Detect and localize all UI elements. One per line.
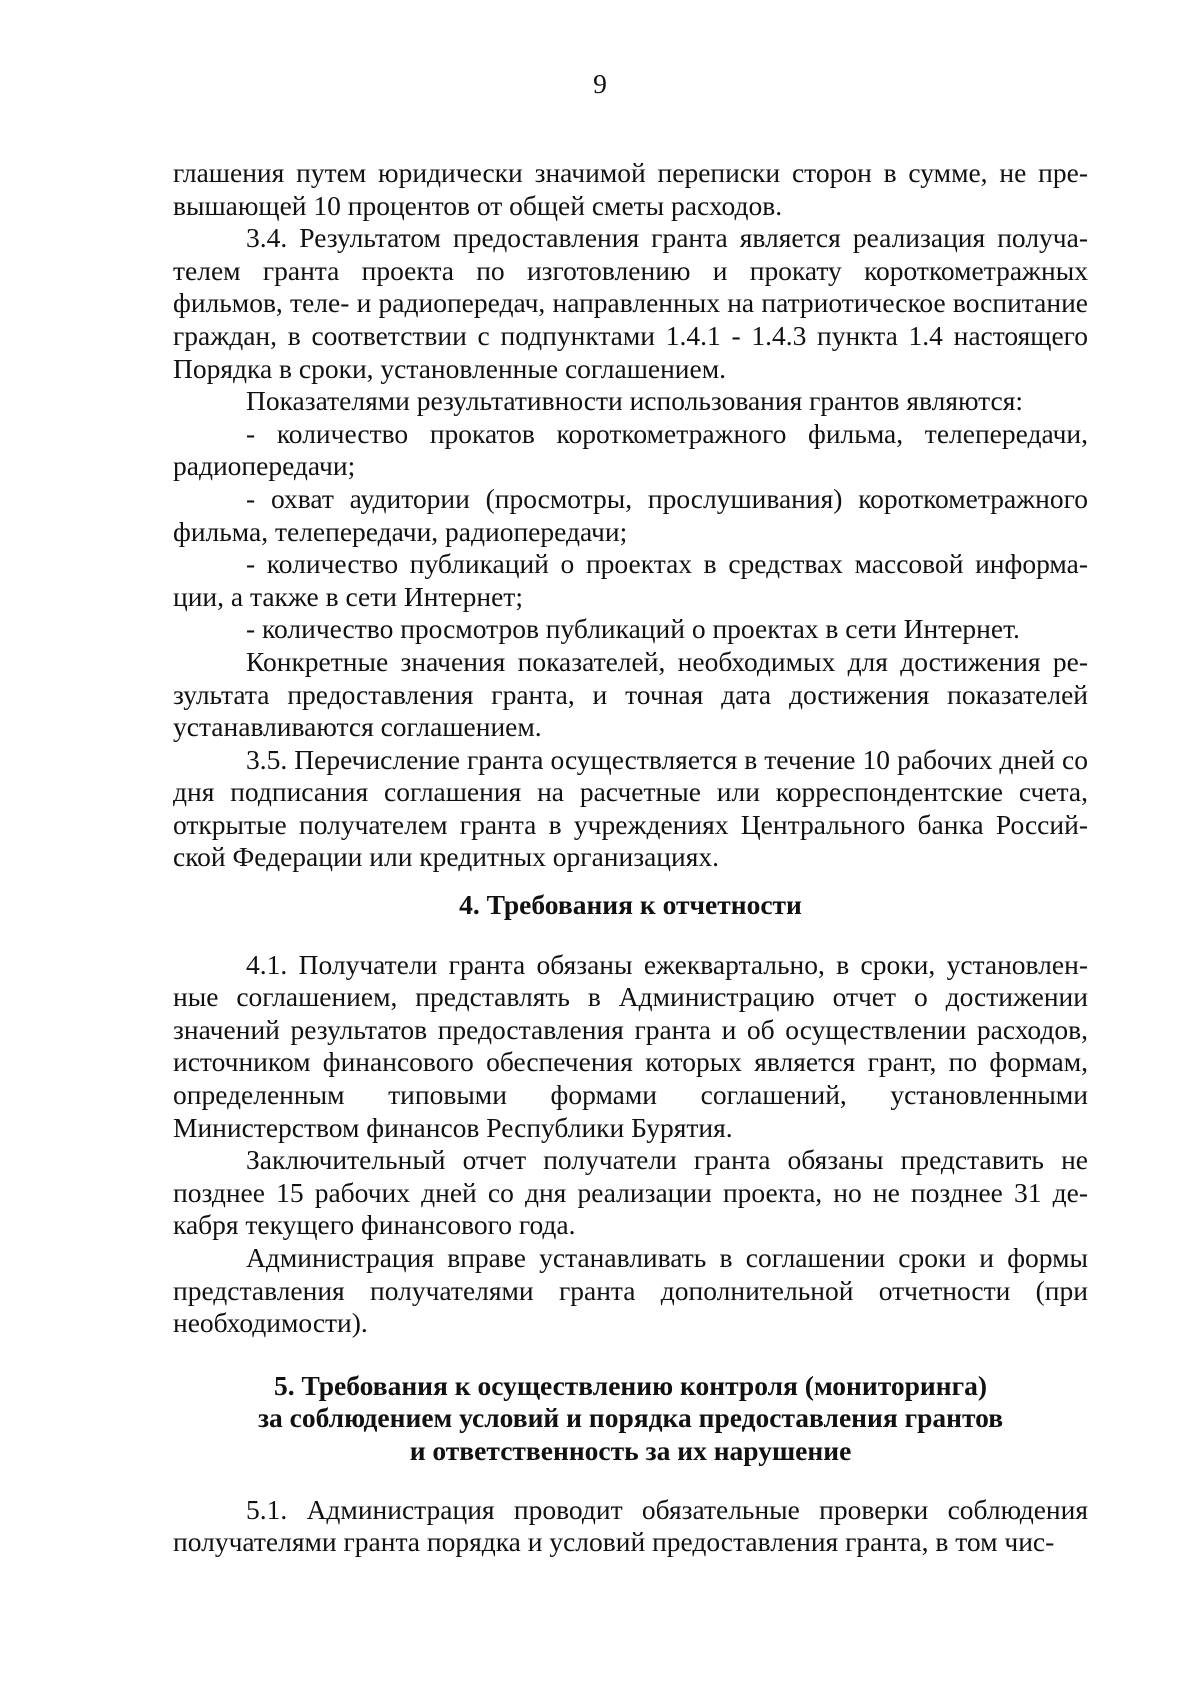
section-heading	[173, 889, 1088, 922]
paragraph: - количество публикаций о проектах в средствах массовой информации, а также в сети Интернет;	[173, 548, 1088, 612]
section-heading-line: и ответственность за их нарушение	[409, 1434, 852, 1466]
section-heading-line: 4. Требования к отчетности	[459, 889, 802, 921]
section-heading-line: за соблюдением условий и порядка предоставления грантов	[257, 1402, 1004, 1434]
section-heading	[173, 1370, 1088, 1468]
paragraph: 5.1. Администрация проводит обязательные проверки соблюдения получателями гранта порядка и условий предоставления гранта, в том чис-	[173, 1493, 1088, 1558]
page-number: 9	[593, 68, 607, 99]
paragraph: - охват аудитории (просмотры, прослушивания) короткометражного фильма, телепередачи, радиопередачи;	[173, 482, 1088, 547]
paragraph: Администрация вправе устанавливать в соглашении сроки и формы представления получателями гранта дополнительной отчетности (при необходимости).	[173, 1242, 1088, 1339]
paragraph: Конкретные значения показателей, необходимых для достижения результата предоставления гранта, и точная дата достижения показателей устанавливаются соглашением.	[173, 645, 1088, 743]
document-body	[173, 157, 1088, 1559]
paragraph: - количество прокатов короткометражного фильма, телепередачи, радиопередачи;	[173, 417, 1088, 482]
paragraph: Показателями результативности использования грантов являются:	[246, 385, 1023, 417]
section-heading-line: 5. Требования к осуществлению контроля (мониторинга)	[273, 1369, 988, 1401]
paragraph: - количество просмотров публикаций о проектах в сети Интернет.	[246, 613, 1020, 645]
paragraph: Заключительный отчет получатели гранта обязаны представить не позднее 15 рабочих дней со дня реализации проекта, но не позднее 31 декабря текущего финансового года.	[173, 1144, 1088, 1241]
paragraph: 3.5. Перечисление гранта осуществляется в течение 10 рабочих дней со дня подписания соглашения на расчетные или корреспондентские счета, открытые получателем гранта в учреждениях Центрального банка Российской Федерации или кредитных организациях.	[173, 743, 1088, 873]
paragraph: 3.4. Результатом предоставления гранта является реализация получателем гранта проекта по изготовлению и прокату короткометражных фильмов, теле- и радиопередач, направленных на патриотическое воспитание граждан, в соответствии с подпунктами 1.4.1 - 1.4.3 пункта 1.4 настоящего Порядка в сроки, установленные соглашением.	[173, 222, 1088, 384]
paragraph: глашения путем юридически значимой переписки сторон в сумме, не превышающей 10 процентов от общей сметы расходов.	[173, 157, 1088, 221]
paragraph: 4.1. Получатели гранта обязаны ежеквартально, в сроки, установленные соглашением, представлять в Администрацию отчет о достижении значений результатов предоставления гранта и об осуществлении расходов, источником финансового обеспечения которых является грант, по формам, определенным типовыми формами соглашений, установленными Министерством финансов Республики Бурятия.	[173, 948, 1088, 1143]
